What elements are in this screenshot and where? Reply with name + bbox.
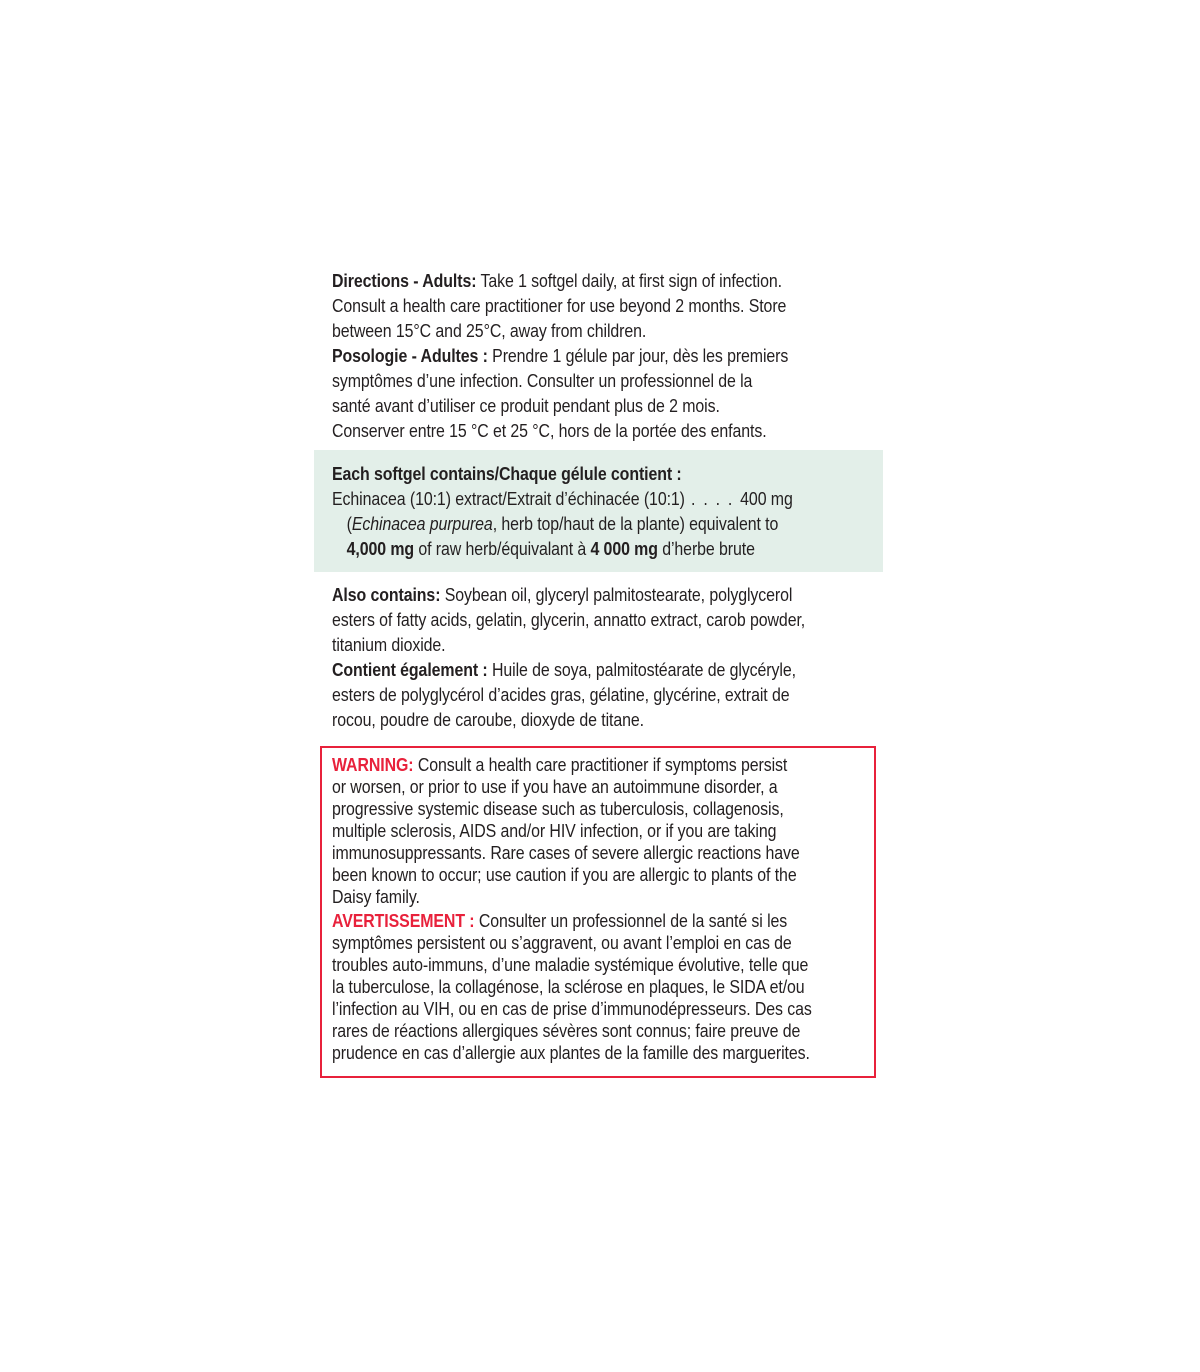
warning-fr-line-2: symptômes persistent ou s’aggravent, ou avant l’emploi en cas de: [332, 932, 792, 953]
also-en-line-1: Also contains: Soybean oil, glyceryl palmitostearate, polyglycerol: [332, 584, 793, 605]
directions-fr-heading: Posologie - Adultes :: [332, 345, 488, 366]
also-fr-heading: Contient également :: [332, 659, 488, 680]
warning-french: [332, 910, 812, 1064]
ingredient-line-equivalent: 4,000 mg of raw herb/équivalant à 4 000 mg d’herbe brute: [346, 538, 755, 559]
directions-en-line-1: Directions - Adults: Take 1 softgel daily, at first sign of infection.: [332, 270, 782, 291]
warning-english: [332, 754, 800, 908]
ingredient-line-source: (Echinacea purpurea, herb top/haut de la plante) equivalent to: [346, 513, 779, 534]
also-fr-line-3: rocou, poudre de caroube, dioxyde de titane.: [332, 709, 644, 730]
latin-name: Echinacea purpurea: [351, 513, 493, 534]
warning-en-line-2: or worsen, or prior to use if you have an autoimmune disorder, a: [332, 776, 778, 797]
ingredients-heading: Each softgel contains/Chaque gélule contient :: [332, 463, 682, 484]
warning-en-line-5: immunosuppressants. Rare cases of severe allergic reactions have: [332, 842, 800, 863]
directions-english: [332, 268, 786, 343]
warning-en-line-7: Daisy family.: [332, 886, 420, 907]
non-medicinal-ingredients-english: [332, 582, 805, 657]
warning-fr-line-7: prudence en cas d’allergie aux plantes de la famille des marguerites.: [332, 1042, 810, 1063]
directions-fr-line-4: Conserver entre 15 °C et 25 °C, hors de la portée des enfants.: [332, 420, 767, 441]
warning-fr-line-4: la tuberculose, la collagénose, la sclérose en plaques, le SIDA et/ou: [332, 976, 805, 997]
ingredient-line-echinacea: Echinacea (10:1) extract/Extrait d’échinacée (10:1) . . . . 400 mg: [332, 488, 793, 509]
warning-fr-line-6: rares de réactions allergiques sévères sont connus; faire preuve de: [332, 1020, 801, 1041]
warning-en-line-3: progressive systemic disease such as tuberculosis, collagenosis,: [332, 798, 784, 819]
directions-en-line-3: between 15°C and 25°C, away from children.: [332, 320, 647, 341]
warning-fr-line-3: troubles auto-immuns, d’une maladie systémique évolutive, telle que: [332, 954, 809, 975]
directions-en-heading: Directions - Adults:: [332, 270, 477, 291]
ingredient-amount: 400 mg: [740, 488, 793, 509]
also-en-line-2: esters of fatty acids, gelatin, glycerin, annatto extract, carob powder,: [332, 609, 806, 630]
directions-fr-line-2: symptômes d’une infection. Consulter un professionnel de la: [332, 370, 753, 391]
directions-fr-line-1: Posologie - Adultes : Prendre 1 gélule par jour, dès les premiers: [332, 345, 789, 366]
avertissement-heading: AVERTISSEMENT :: [332, 910, 475, 931]
directions-french: [332, 343, 788, 443]
also-en-line-3: titanium dioxide.: [332, 634, 446, 655]
warning-fr-line-1: AVERTISSEMENT : Consulter un professionnel de la santé si les: [332, 910, 788, 931]
warning-en-line-1: WARNING: Consult a health care practitioner if symptoms persist: [332, 754, 788, 775]
also-fr-line-1: Contient également : Huile de soya, palmitostéarate de glycéryle,: [332, 659, 796, 680]
directions-en-line-2: Consult a health care practitioner for use beyond 2 months. Store: [332, 295, 787, 316]
directions-fr-line-3: santé avant d’utiliser ce produit pendant plus de 2 mois.: [332, 395, 720, 416]
warning-en-line-6: been known to occur; use caution if you are allergic to plants of the: [332, 864, 797, 885]
non-medicinal-ingredients-french: [332, 657, 796, 732]
warning-heading: WARNING:: [332, 754, 414, 775]
warning-en-line-4: multiple sclerosis, AIDS and/or HIV infection, or if you are taking: [332, 820, 777, 841]
also-en-heading: Also contains:: [332, 584, 441, 605]
medicinal-ingredients: [332, 461, 793, 561]
also-fr-line-2: esters de polyglycérol d’acides gras, gélatine, glycérine, extrait de: [332, 684, 790, 705]
warning-fr-line-5: l’infection au VIH, ou en cas de prise d’immunodépresseurs. Des cas: [332, 998, 812, 1019]
